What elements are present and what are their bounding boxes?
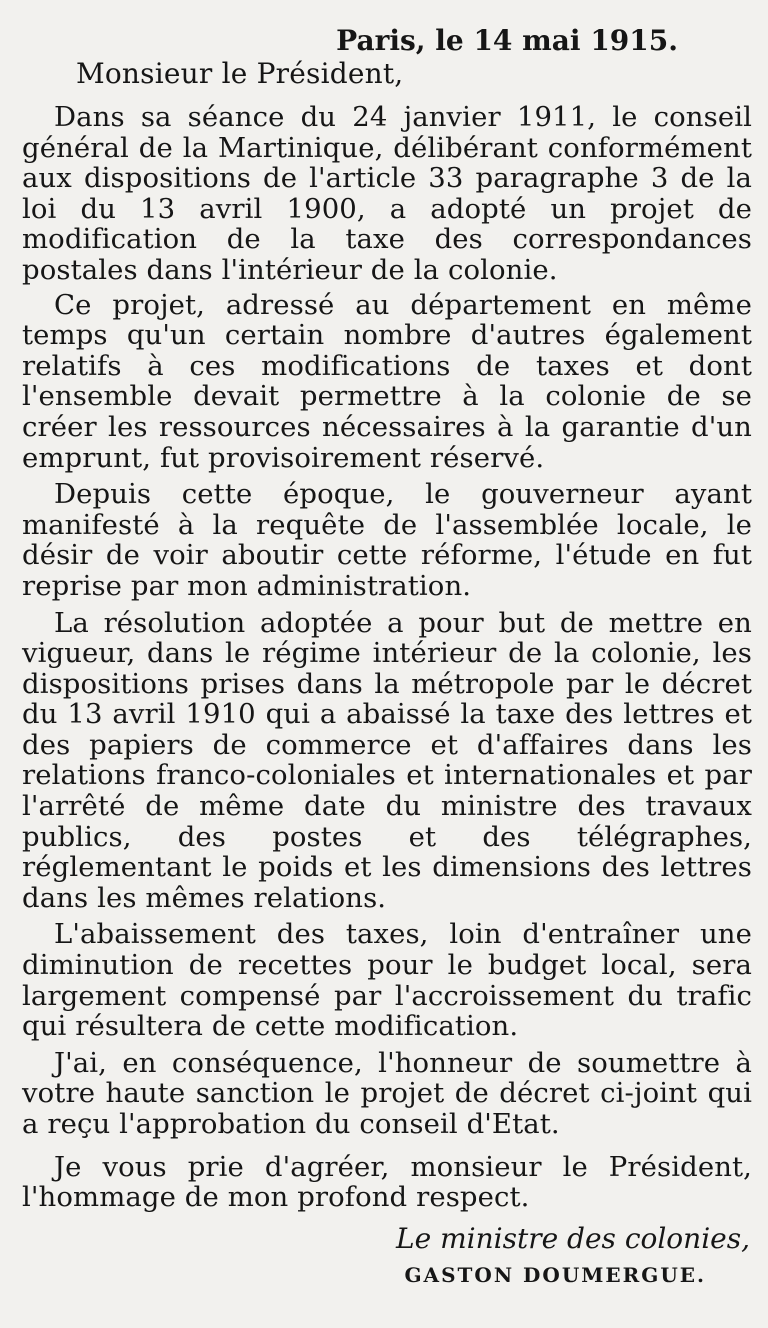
paragraph-abaissement: L'abaissement des taxes, loin d'entraîner une diminution de recettes pour le budget local, sera largement compensé par l'accroissement du trafic qui résultera de cette modification. <box>22 918 752 1043</box>
paragraph-sanction: J'ai, en conséquence, l'honneur de soumettre à votre haute sanction le projet de décret ci-joint qui a reçu l'approbation du conseil d'Etat. <box>22 1046 752 1140</box>
paragraph-resolution: La résolution adoptée a pour but de mettre en vigueur, dans le régime intérieur de la colonie, les dispositions prises dans la métropole par le décret du 13 avril 1910 qui a abaissé la taxe des lettres et des papiers de commerce et d'affaires dans les relations franco-coloniales et internationales et par l'arrêté de même date du ministre des travaux publics, des postes et des télégraphes, réglementant le poids et les dimensions des lettres dans les mêmes relations. <box>22 606 752 914</box>
signature-title: Le ministre des colonies, <box>396 1221 750 1255</box>
paragraph-conseil-general: Dans sa séance du 24 janvier 1911, le conseil général de la Martinique, délibérant conformément aux dispositions de l'article 33 paragraphe 3 de la loi du 13 avril 1900, a adopté un projet de modification de la taxe des correspondances postales dans l'intérieur de la colonie. <box>22 101 752 286</box>
letter-salutation: Monsieur le Président, <box>76 57 404 90</box>
paragraph-closing: Je vous prie d'agréer, monsieur le Président, l'hommage de mon profond respect. <box>22 1150 752 1214</box>
letter-dateline: Paris, le 14 mai 1915. <box>336 24 678 57</box>
paragraph-projet-reserve: Ce projet, adressé au département en même temps qu'un certain nombre d'autres également relatifs à ces modifications de taxes et dont l'ensemble devait permettre à la colonie de se créer les ressources nécessaires à la garantie d'un emprunt, fut provisoirement réservé. <box>22 288 752 474</box>
paragraph-gouverneur: Depuis cette époque, le gouverneur ayant manifesté à la requête de l'assemblée locale, le désir de voir aboutir cette réforme, l'étude en fut reprise par mon administration. <box>22 478 752 602</box>
signature-name: GASTON DOUMERGUE. <box>404 1262 706 1287</box>
